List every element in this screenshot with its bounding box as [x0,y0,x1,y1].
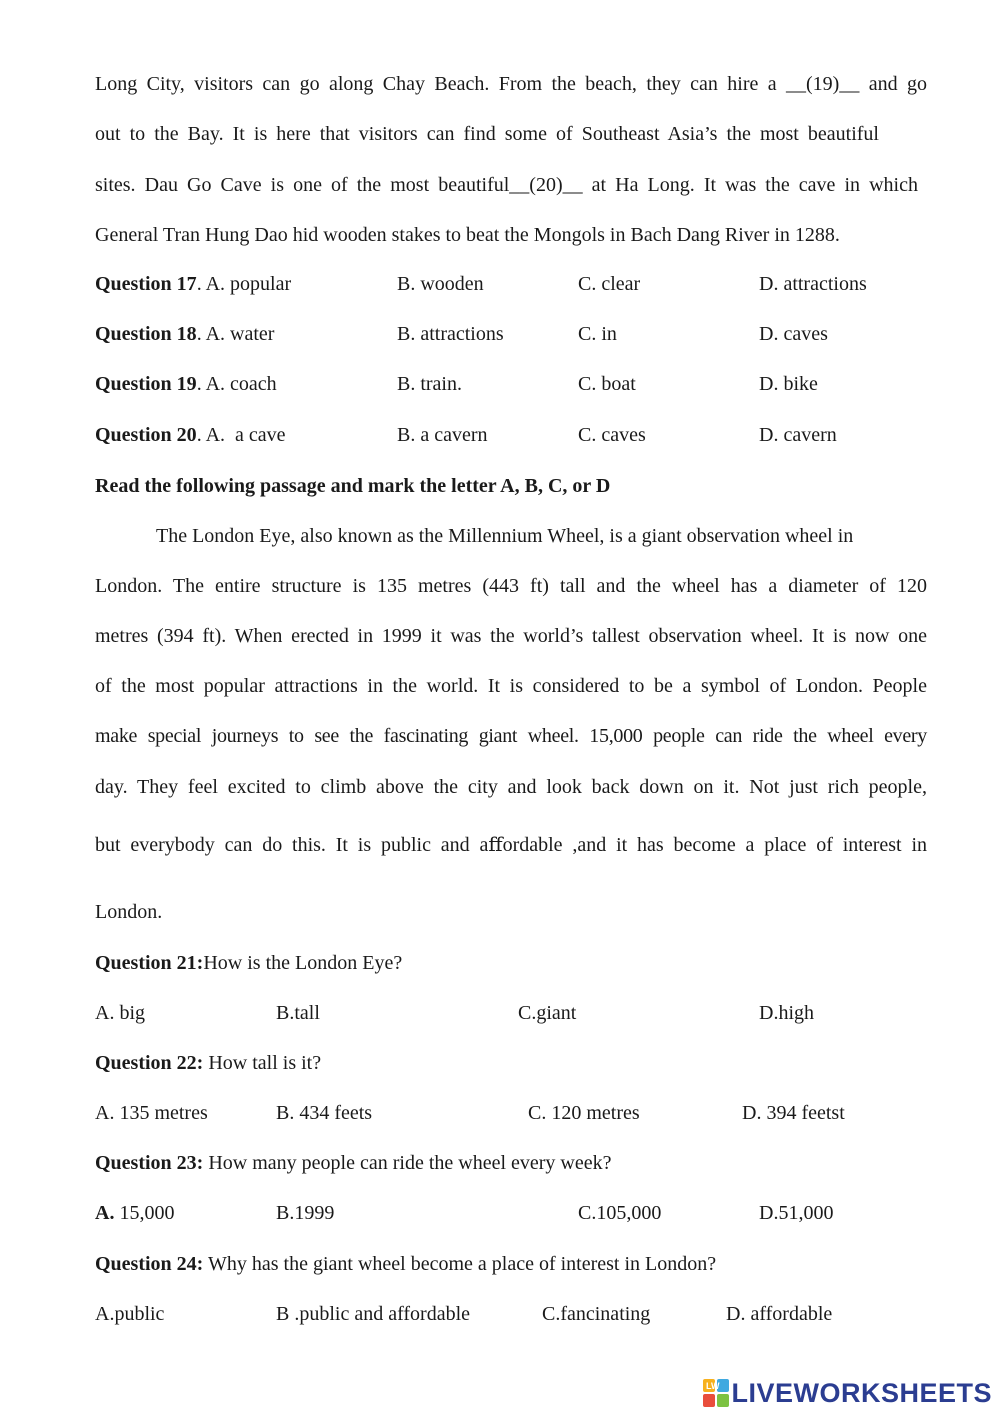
passage2-line-5: make special journeys to see the fascinating giant wheel. 15,000 people can ride the wheel every [95,725,927,747]
question-19-option-b[interactable]: B. train. [397,373,462,395]
passage1-line-2: out to the Bay. It is here that visitors can find some of Southeast Asia’s the most beautiful [95,123,879,145]
question-18-option-c[interactable]: C. in [578,323,617,345]
question-22-option-c[interactable]: C. 120 metres [528,1102,640,1124]
question-20-option-b[interactable]: B. a cavern [397,424,488,446]
question-17-option-c[interactable]: C. clear [578,273,641,295]
passage2-line-6: day. They feel excited to climb above the city and look back down on it. Not just rich people, [95,776,927,798]
question-24-prompt: Question 24: Why has the giant wheel become a place of interest in London? [95,1253,717,1275]
question-23-prompt: Question 23: How many people can ride the wheel every week? [95,1152,612,1174]
question-24-option-b[interactable]: B .public and affordable [276,1303,471,1325]
question-18-label: Question 18. A. water [95,323,275,345]
question-21-option-c[interactable]: C.giant [518,1002,577,1024]
question-21-prompt: Question 21:How is the London Eye? [95,952,403,974]
question-23-option-d[interactable]: D.51,000 [759,1202,834,1224]
question-20-option-d[interactable]: D. cavern [759,424,837,446]
question-20-option-c[interactable]: C. caves [578,424,646,446]
question-22-option-a[interactable]: A. 135 metres [95,1102,208,1124]
question-17-option-b[interactable]: B. wooden [397,273,484,295]
question-23-option-a[interactable]: A. 15,000 [95,1202,175,1224]
question-19-option-c[interactable]: C. boat [578,373,636,395]
passage1-line-3: sites. Dau Go Cave is one of the most beautiful__(20)__ at Ha Long. It was the cave in which [95,174,918,196]
passage1-line-1: Long City, visitors can go along Chay Beach. From the beach, they can hire a __(19)__ and go [95,73,927,95]
question-24-option-d[interactable]: D. affordable [726,1303,833,1325]
passage2-line-2: London. The entire structure is 135 metres (443 ft) tall and the wheel has a diameter of 120 [95,575,927,597]
passage2-line-1: The London Eye, also known as the Millennium Wheel, is a giant observation wheel in [156,525,854,547]
question-19-option-d[interactable]: D. bike [759,373,818,395]
liveworksheets-wordmark: LIVEWORKSHEETS [731,1377,992,1408]
passage2-line-7: but everybody can do this. It is public and aﬀordable ,and it has become a place of interest in [95,834,927,856]
passage2-line-4: of the most popular attractions in the world. It is considered to be a symbol of London. People [95,675,927,697]
passage2-line-8: London. [95,901,163,923]
question-22-prompt: Question 22: How tall is it? [95,1052,322,1074]
question-17-label: Question 17. A. popular [95,273,292,295]
question-19-label: Question 19. A. coach [95,373,277,395]
logo-badge-text: LW [706,1381,720,1391]
passage2-line-3: metres (394 ft). When erected in 1999 it was the world’s tallest observation wheel. It is now one [95,625,927,647]
question-22-option-b[interactable]: B. 434 feets [276,1102,373,1124]
question-23-option-b[interactable]: B.1999 [276,1202,335,1224]
question-23-option-c[interactable]: C.105,000 [578,1202,662,1224]
question-17-option-d[interactable]: D. attractions [759,273,867,295]
question-21-option-d[interactable]: D.high [759,1002,814,1024]
question-22-option-d[interactable]: D. 394 feetst [742,1102,845,1124]
liveworksheets-logo[interactable] [703,1377,992,1409]
question-18-option-b[interactable]: B. attractions [397,323,504,345]
liveworksheets-badge-icon [703,1379,729,1407]
section-instruction: Read the following passage and mark the letter A, B, C, or D [95,475,611,497]
passage1-line-4: General Tran Hung Dao hid wooden stakes to beat the Mongols in Bach Dang River in 1288. [95,224,840,246]
question-21-option-a[interactable]: A. big [95,1002,145,1024]
question-21-option-b[interactable]: B.tall [276,1002,320,1024]
question-24-option-c[interactable]: C.fancinating [542,1303,651,1325]
question-20-label: Question 20. A. a cave [95,424,286,446]
question-18-option-d[interactable]: D. caves [759,323,828,345]
question-24-option-a[interactable]: A.public [95,1303,165,1325]
